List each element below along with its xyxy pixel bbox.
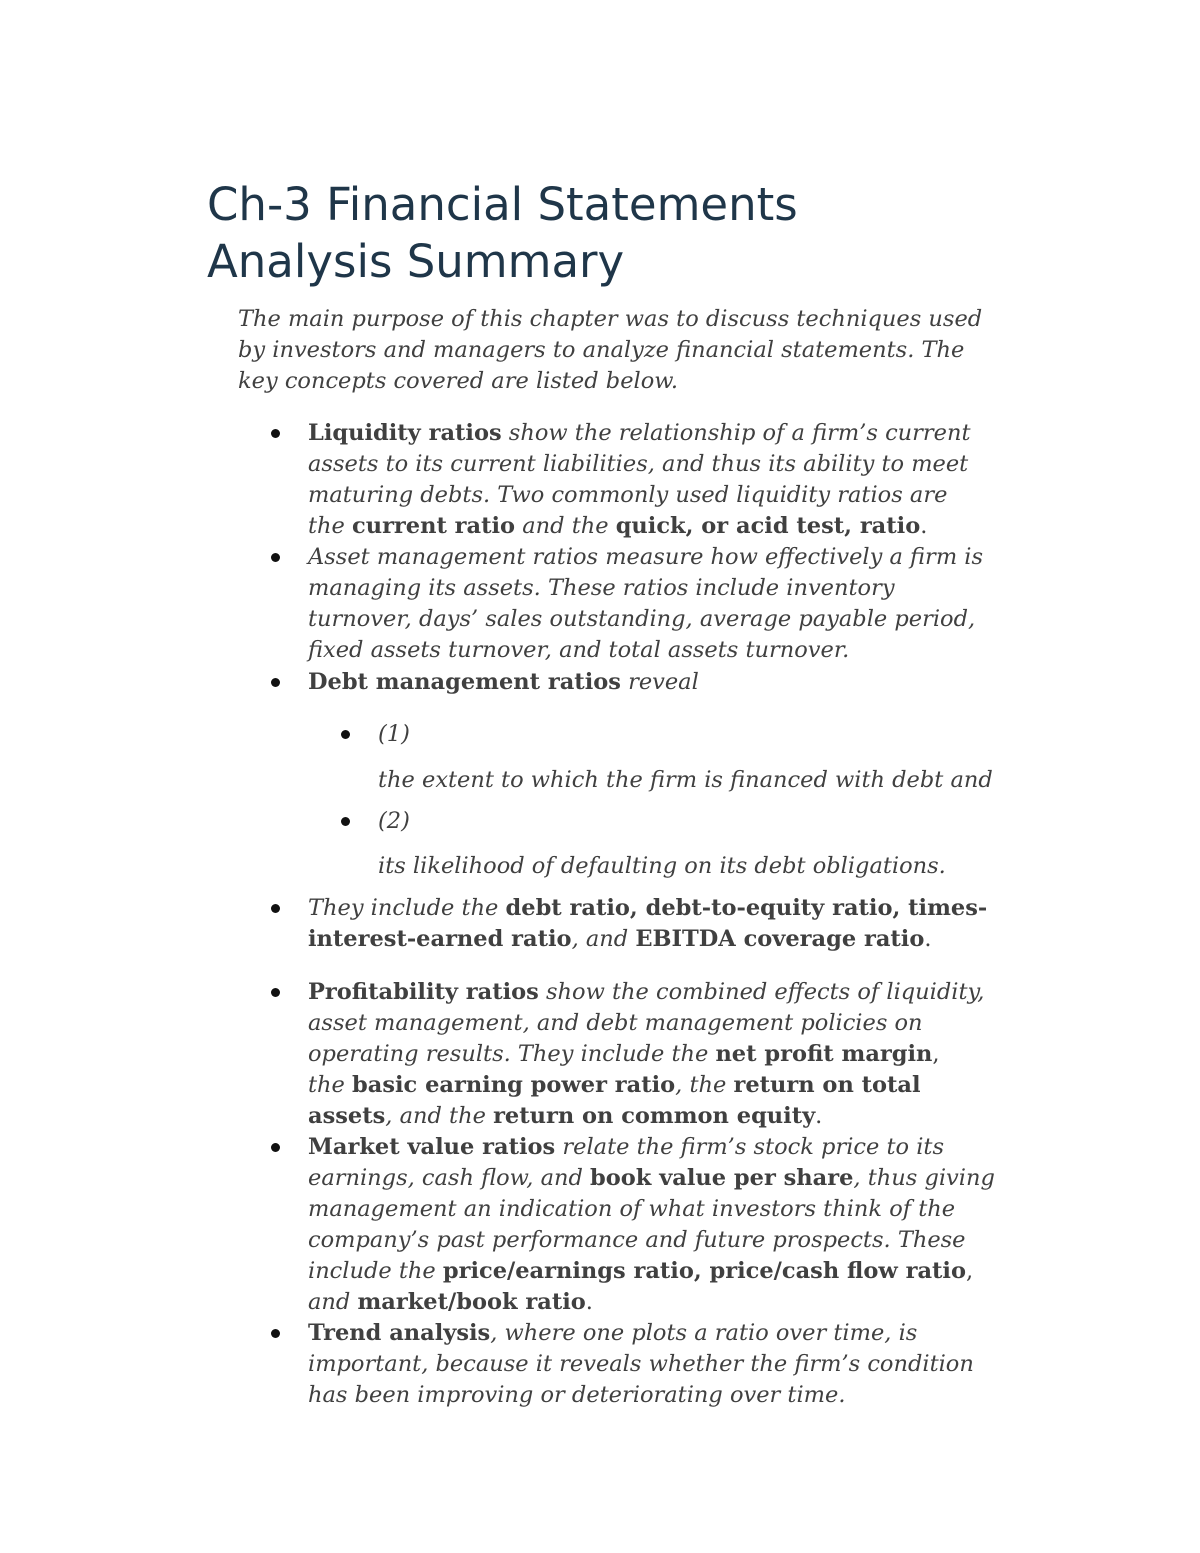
term-profitability-ratios: Profitability ratios xyxy=(308,979,539,1005)
term-current-ratio: current ratio xyxy=(352,513,516,539)
term-net-profit-margin: net profit margin xyxy=(715,1041,933,1067)
bullet-icon xyxy=(271,1329,280,1338)
list-item-profitability xyxy=(308,977,1028,1132)
item-text: managing its assets. These ratios include inventory xyxy=(308,575,895,601)
term-return-on-total-assets: return on total xyxy=(733,1072,921,1098)
term-price-earnings-cash-flow: price/earnings ratio, price/cash flow ratio xyxy=(442,1258,966,1284)
list-item-debt-management xyxy=(308,667,1028,698)
item-text: important, because it reveals whether the firm’s condition xyxy=(308,1351,974,1377)
item-text: the extent to which the firm is financed with debt and xyxy=(378,767,993,793)
sub-item-text xyxy=(378,765,1028,796)
list-item-trend-analysis xyxy=(308,1318,1028,1411)
item-text: the xyxy=(308,513,353,539)
term-quick-ratio: quick, or acid test, ratio xyxy=(615,513,921,539)
item-text: . xyxy=(815,1103,823,1129)
bullet-icon xyxy=(271,1143,280,1152)
intro-line: key concepts covered are listed below. xyxy=(238,368,679,394)
item-text: show the relationship of a firm’s current xyxy=(501,420,971,446)
item-text: its likelihood of defaulting on its debt obligations. xyxy=(378,853,946,879)
item-text: show the combined effects of liquidity, xyxy=(538,979,985,1005)
item-text: , xyxy=(932,1041,940,1067)
title-line: Ch-3 Financial Statements xyxy=(207,178,798,231)
item-text: , where one plots a ratio over time, is xyxy=(490,1320,918,1346)
bullet-icon xyxy=(271,678,280,687)
bullet-icon xyxy=(271,904,280,913)
item-text: relate the firm’s stock price to its xyxy=(555,1134,944,1160)
bullet-icon xyxy=(341,730,350,739)
term-basic-earning-power: basic earning power ratio xyxy=(352,1072,676,1098)
title-line: Analysis Summary xyxy=(207,235,625,288)
term-market-book-ratio: market/book ratio xyxy=(357,1289,586,1315)
intro-line: The main purpose of this chapter was to discuss techniques used xyxy=(238,306,983,332)
item-text: asset management, and debt management policies on xyxy=(308,1010,923,1036)
sub-item-text xyxy=(378,851,1028,882)
intro-paragraph xyxy=(238,304,998,397)
item-text: has been improving or deteriorating over time. xyxy=(308,1382,846,1408)
item-text: company’s past performance and future prospects. These xyxy=(308,1227,966,1253)
item-text: Asset management ratios measure how effectively a firm is xyxy=(308,544,984,570)
term-book-value-per-share: book value per share xyxy=(590,1165,854,1191)
term-debt-management-ratios: Debt management ratios xyxy=(308,669,621,695)
item-text: . xyxy=(585,1289,593,1315)
item-text: maturing debts. Two commonly used liquidity ratios are xyxy=(308,482,948,508)
item-text: operating results. They include the xyxy=(308,1041,716,1067)
intro-line: by investors and managers to analyze financial statements. The xyxy=(238,337,965,363)
item-text: (2) xyxy=(378,808,410,834)
item-text: assets to its current liabilities, and thus its ability to meet xyxy=(308,451,969,477)
bullet-icon xyxy=(271,988,280,997)
page-title xyxy=(207,176,1027,290)
term-times-interest-earned: interest-earned ratio xyxy=(308,926,572,952)
term-market-value-ratios: Market value ratios xyxy=(308,1134,556,1160)
bullet-icon xyxy=(341,817,350,826)
item-text: reveal xyxy=(620,669,699,695)
item-text: fixed assets turnover, and total assets turnover. xyxy=(308,637,850,663)
term-assets: assets xyxy=(308,1103,386,1129)
item-text: . xyxy=(920,513,928,539)
item-text: earnings, cash flow, and xyxy=(308,1165,591,1191)
bullet-icon xyxy=(271,553,280,562)
term-debt-ratios: debt ratio, debt-to-equity ratio, times- xyxy=(505,895,988,921)
item-text: and the xyxy=(515,513,616,539)
list-item-debt-ratios xyxy=(308,893,1028,955)
item-text: , and xyxy=(571,926,636,952)
item-text: and xyxy=(308,1289,358,1315)
term-return-on-common-equity: return on common equity xyxy=(493,1103,816,1129)
item-text: the xyxy=(308,1072,353,1098)
list-item-liquidity xyxy=(308,418,1028,542)
sub-item-label xyxy=(378,719,410,750)
item-text: , the xyxy=(675,1072,734,1098)
bullet-icon xyxy=(271,429,280,438)
item-text: , thus giving xyxy=(853,1165,995,1191)
item-text: (1) xyxy=(378,721,410,747)
list-item-market-value xyxy=(308,1132,1028,1318)
item-text: management an indication of what investors think of the xyxy=(308,1196,956,1222)
item-text: They include the xyxy=(308,895,506,921)
sub-item-label xyxy=(378,806,410,837)
list-item-asset-management xyxy=(308,542,1028,666)
item-text: include the xyxy=(308,1258,443,1284)
item-text: . xyxy=(924,926,932,952)
term-liquidity-ratios: Liquidity ratios xyxy=(308,420,502,446)
item-text: , xyxy=(965,1258,974,1284)
item-text: , and the xyxy=(385,1103,494,1129)
term-ebitda-coverage: EBITDA coverage ratio xyxy=(635,926,925,952)
item-text: turnover, days’ sales outstanding, average payable period, xyxy=(308,606,976,632)
term-trend-analysis: Trend analysis xyxy=(308,1320,491,1346)
